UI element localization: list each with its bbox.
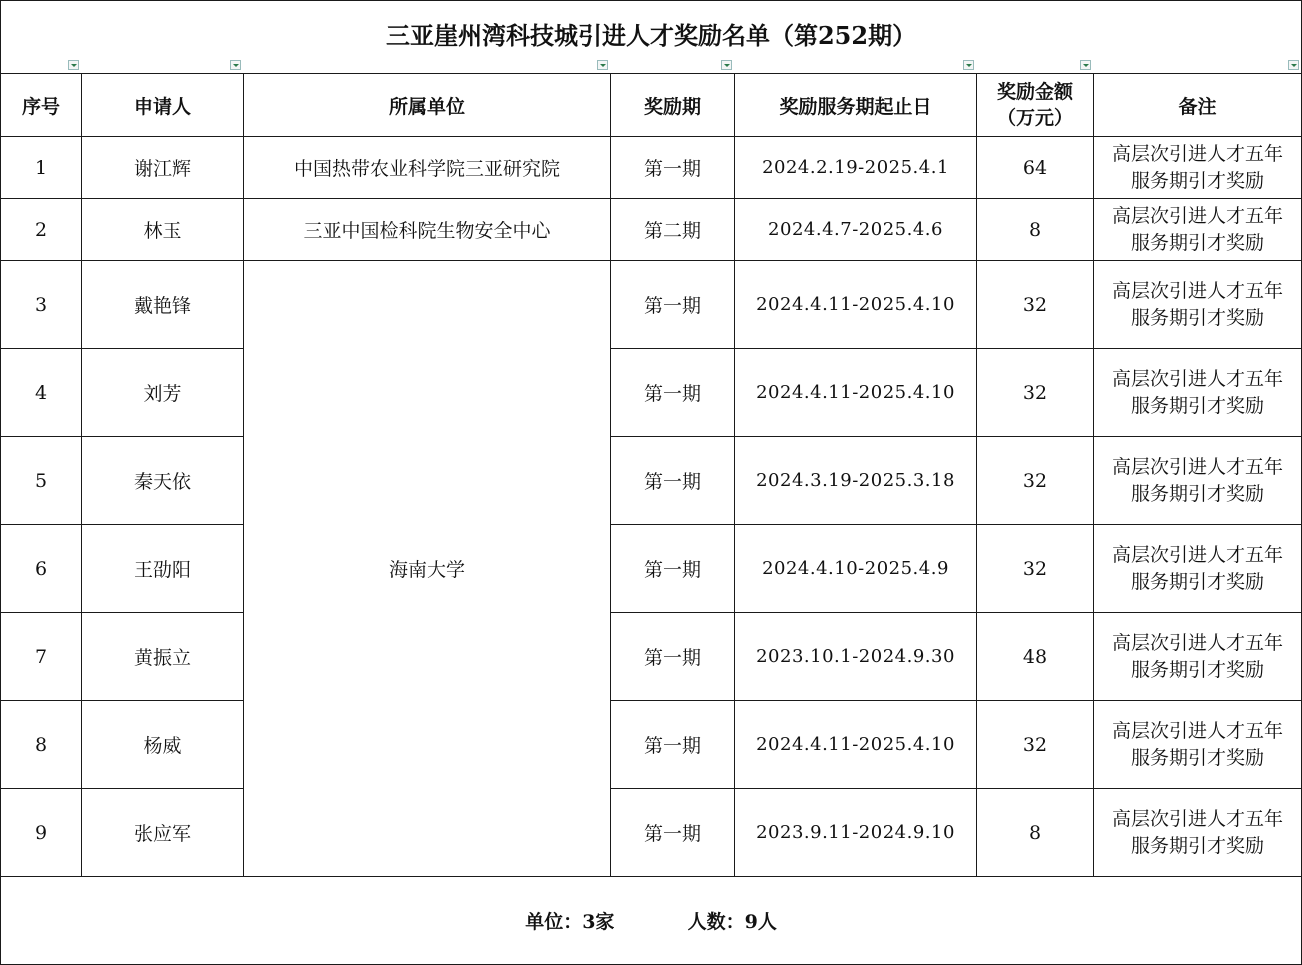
table-row — [1, 525, 1302, 613]
cell-remark: 高层次引进人才五年 服务期引才奖励 — [1094, 261, 1302, 349]
cell-index: 5 — [1, 437, 82, 525]
cell-name: 王劭阳 — [82, 525, 244, 613]
cell-remark: 高层次引进人才五年 服务期引才奖励 — [1094, 137, 1302, 199]
cell-dates: 2024.4.11-2025.4.10 — [735, 701, 977, 789]
table-row — [1, 437, 1302, 525]
table-row — [1, 137, 1302, 199]
page-title: 三亚崖州湾科技城引进人才奖励名单（第252期） — [385, 20, 917, 50]
cell-period: 第一期 — [611, 137, 735, 199]
cell-name: 谢江辉 — [82, 137, 244, 199]
cell-index: 2 — [1, 199, 82, 261]
cell-index: 9 — [1, 789, 82, 877]
cell-unit-merged: 海南大学 — [244, 261, 611, 877]
filter-dropdown-icon[interactable] — [1080, 60, 1091, 70]
unit-count: 单位：3家 — [525, 911, 615, 933]
header-remark: 备注 — [1094, 74, 1302, 137]
filter-dropdown-icon[interactable] — [963, 60, 974, 70]
filter-dropdown-icon[interactable] — [230, 60, 241, 70]
header-index: 序号 — [1, 74, 82, 137]
cell-remark: 高层次引进人才五年 服务期引才奖励 — [1094, 199, 1302, 261]
cell-name: 戴艳锋 — [82, 261, 244, 349]
cell-unit: 三亚中国检科院生物安全中心 — [244, 199, 611, 261]
cell-remark: 高层次引进人才五年 服务期引才奖励 — [1094, 789, 1302, 877]
filter-dropdown-icon[interactable] — [1288, 60, 1299, 70]
cell-dates: 2024.4.10-2025.4.9 — [735, 525, 977, 613]
cell-remark: 高层次引进人才五年 服务期引才奖励 — [1094, 437, 1302, 525]
cell-index: 7 — [1, 613, 82, 701]
table-row — [1, 789, 1302, 877]
cell-remark: 高层次引进人才五年 服务期引才奖励 — [1094, 525, 1302, 613]
header-amount: 奖励金额 （万元） — [977, 74, 1094, 137]
cell-period: 第一期 — [611, 437, 735, 525]
filter-dropdown-icon[interactable] — [68, 60, 79, 70]
filter-dropdown-icon[interactable] — [597, 60, 608, 70]
summary-footer — [1, 877, 1302, 965]
title-cell — [1, 1, 1302, 74]
cell-remark: 高层次引进人才五年 服务期引才奖励 — [1094, 349, 1302, 437]
cell-index: 4 — [1, 349, 82, 437]
cell-dates: 2024.2.19-2025.4.1 — [735, 137, 977, 199]
table-row — [1, 199, 1302, 261]
cell-amount: 8 — [977, 789, 1094, 877]
cell-period: 第一期 — [611, 613, 735, 701]
cell-name: 张应军 — [82, 789, 244, 877]
filter-dropdown-icon[interactable] — [721, 60, 732, 70]
cell-period: 第一期 — [611, 349, 735, 437]
header-unit: 所属单位 — [244, 74, 611, 137]
cell-remark: 高层次引进人才五年 服务期引才奖励 — [1094, 701, 1302, 789]
cell-amount: 32 — [977, 349, 1094, 437]
cell-name: 杨威 — [82, 701, 244, 789]
people-count: 人数：9人 — [687, 911, 777, 933]
cell-name: 刘芳 — [82, 349, 244, 437]
cell-amount: 8 — [977, 199, 1094, 261]
header-row — [1, 74, 1302, 137]
cell-period: 第一期 — [611, 701, 735, 789]
cell-period: 第二期 — [611, 199, 735, 261]
cell-name: 黄振立 — [82, 613, 244, 701]
header-period: 奖励期 — [611, 74, 735, 137]
cell-period: 第一期 — [611, 525, 735, 613]
cell-unit: 中国热带农业科学院三亚研究院 — [244, 137, 611, 199]
cell-period: 第一期 — [611, 261, 735, 349]
cell-dates: 2024.4.11-2025.4.10 — [735, 261, 977, 349]
cell-index: 6 — [1, 525, 82, 613]
cell-amount: 64 — [977, 137, 1094, 199]
cell-name: 林玉 — [82, 199, 244, 261]
table-row — [1, 349, 1302, 437]
cell-index: 3 — [1, 261, 82, 349]
cell-dates: 2024.4.11-2025.4.10 — [735, 349, 977, 437]
cell-dates: 2024.4.7-2025.4.6 — [735, 199, 977, 261]
table-row — [1, 613, 1302, 701]
table-row — [1, 261, 1302, 349]
cell-amount: 32 — [977, 437, 1094, 525]
cell-dates: 2023.10.1-2024.9.30 — [735, 613, 977, 701]
cell-index: 1 — [1, 137, 82, 199]
header-service-dates: 奖励服务期起止日 — [735, 74, 977, 137]
cell-amount: 32 — [977, 261, 1094, 349]
header-applicant: 申请人 — [82, 74, 244, 137]
cell-amount: 48 — [977, 613, 1094, 701]
cell-period: 第一期 — [611, 789, 735, 877]
cell-remark: 高层次引进人才五年 服务期引才奖励 — [1094, 613, 1302, 701]
cell-amount: 32 — [977, 525, 1094, 613]
cell-dates: 2024.3.19-2025.3.18 — [735, 437, 977, 525]
cell-index: 8 — [1, 701, 82, 789]
cell-dates: 2023.9.11-2024.9.10 — [735, 789, 977, 877]
cell-amount: 32 — [977, 701, 1094, 789]
cell-name: 秦天依 — [82, 437, 244, 525]
table-row — [1, 701, 1302, 789]
